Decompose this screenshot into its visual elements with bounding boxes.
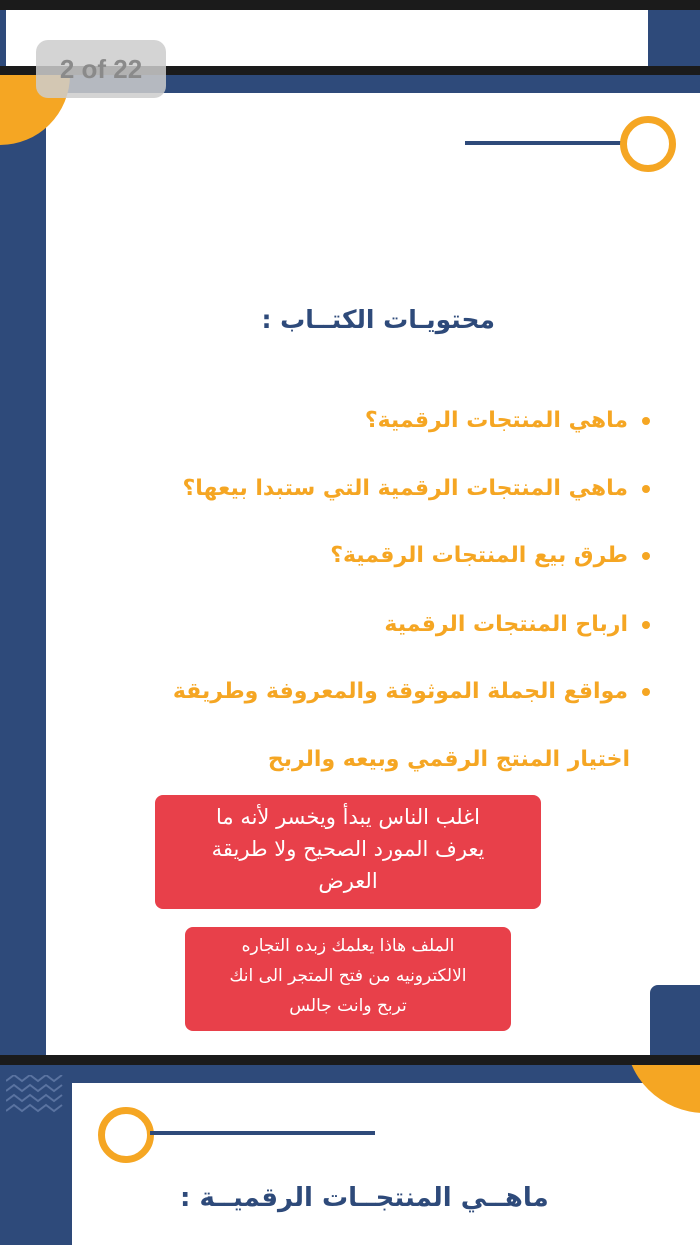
slide-title: محتويـات الكتــاب : <box>261 305 495 334</box>
list-item-text: ماهي المنتجات الرقمية؟ <box>364 408 628 433</box>
list-item <box>365 408 650 433</box>
list-item <box>183 476 650 501</box>
wave-pattern-icon <box>6 1075 66 1115</box>
bullet-icon <box>642 552 650 560</box>
decorative-line <box>465 141 625 145</box>
decorative-ring <box>98 1107 154 1163</box>
note-line: الالكترونيه من فتح المتجر الى انك <box>229 966 467 986</box>
watermark-logo: حراج <box>585 1195 638 1220</box>
slide-title: ماهــي المنتجــات الرقميــة : <box>180 1183 549 1213</box>
note-line: يعرف المورد الصحيح ولا طريقة <box>211 837 485 861</box>
bullet-icon <box>642 621 650 629</box>
red-note-box <box>185 927 511 1031</box>
slide-edge-decoration <box>0 10 6 66</box>
page-counter: 2 of 22 <box>36 40 166 98</box>
decorative-line <box>150 1131 375 1135</box>
current-slide <box>0 75 700 1055</box>
bullet-icon <box>642 688 650 696</box>
list-item <box>330 543 650 568</box>
list-item-continuation: اختيار المنتج الرقمي وبيعه والربح <box>267 747 630 772</box>
slide-left-bar <box>0 75 46 1055</box>
bullet-icon <box>642 485 650 493</box>
list-item-text: ارباح المنتجات الرقمية <box>384 612 628 637</box>
slide-corner-decoration <box>650 985 700 1055</box>
slide-corner-decoration <box>648 10 700 66</box>
decorative-ring <box>620 116 676 172</box>
note-line: تربح وانت جالس <box>289 996 407 1016</box>
list-item-text: ماهي المنتجات الرقمية التي ستبدا بيعها؟ <box>182 476 628 501</box>
list-item-text: طرق بيع المنتجات الرقمية؟ <box>330 543 628 568</box>
list-item <box>384 612 650 637</box>
orange-corner-decoration <box>625 1065 700 1113</box>
slide-top-bar <box>72 1065 700 1083</box>
note-line: العرض <box>318 869 378 893</box>
note-line: الملف هاذا يعلمك زبده التجاره <box>241 936 455 956</box>
bullet-icon <box>642 417 650 425</box>
red-note-box <box>155 795 541 909</box>
note-line: اغلب الناس يبدأ ويخسر لأنه ما <box>216 805 480 829</box>
list-item <box>173 679 650 704</box>
list-item-text: مواقع الجملة الموثوقة والمعروفة وطريقة <box>172 679 628 704</box>
